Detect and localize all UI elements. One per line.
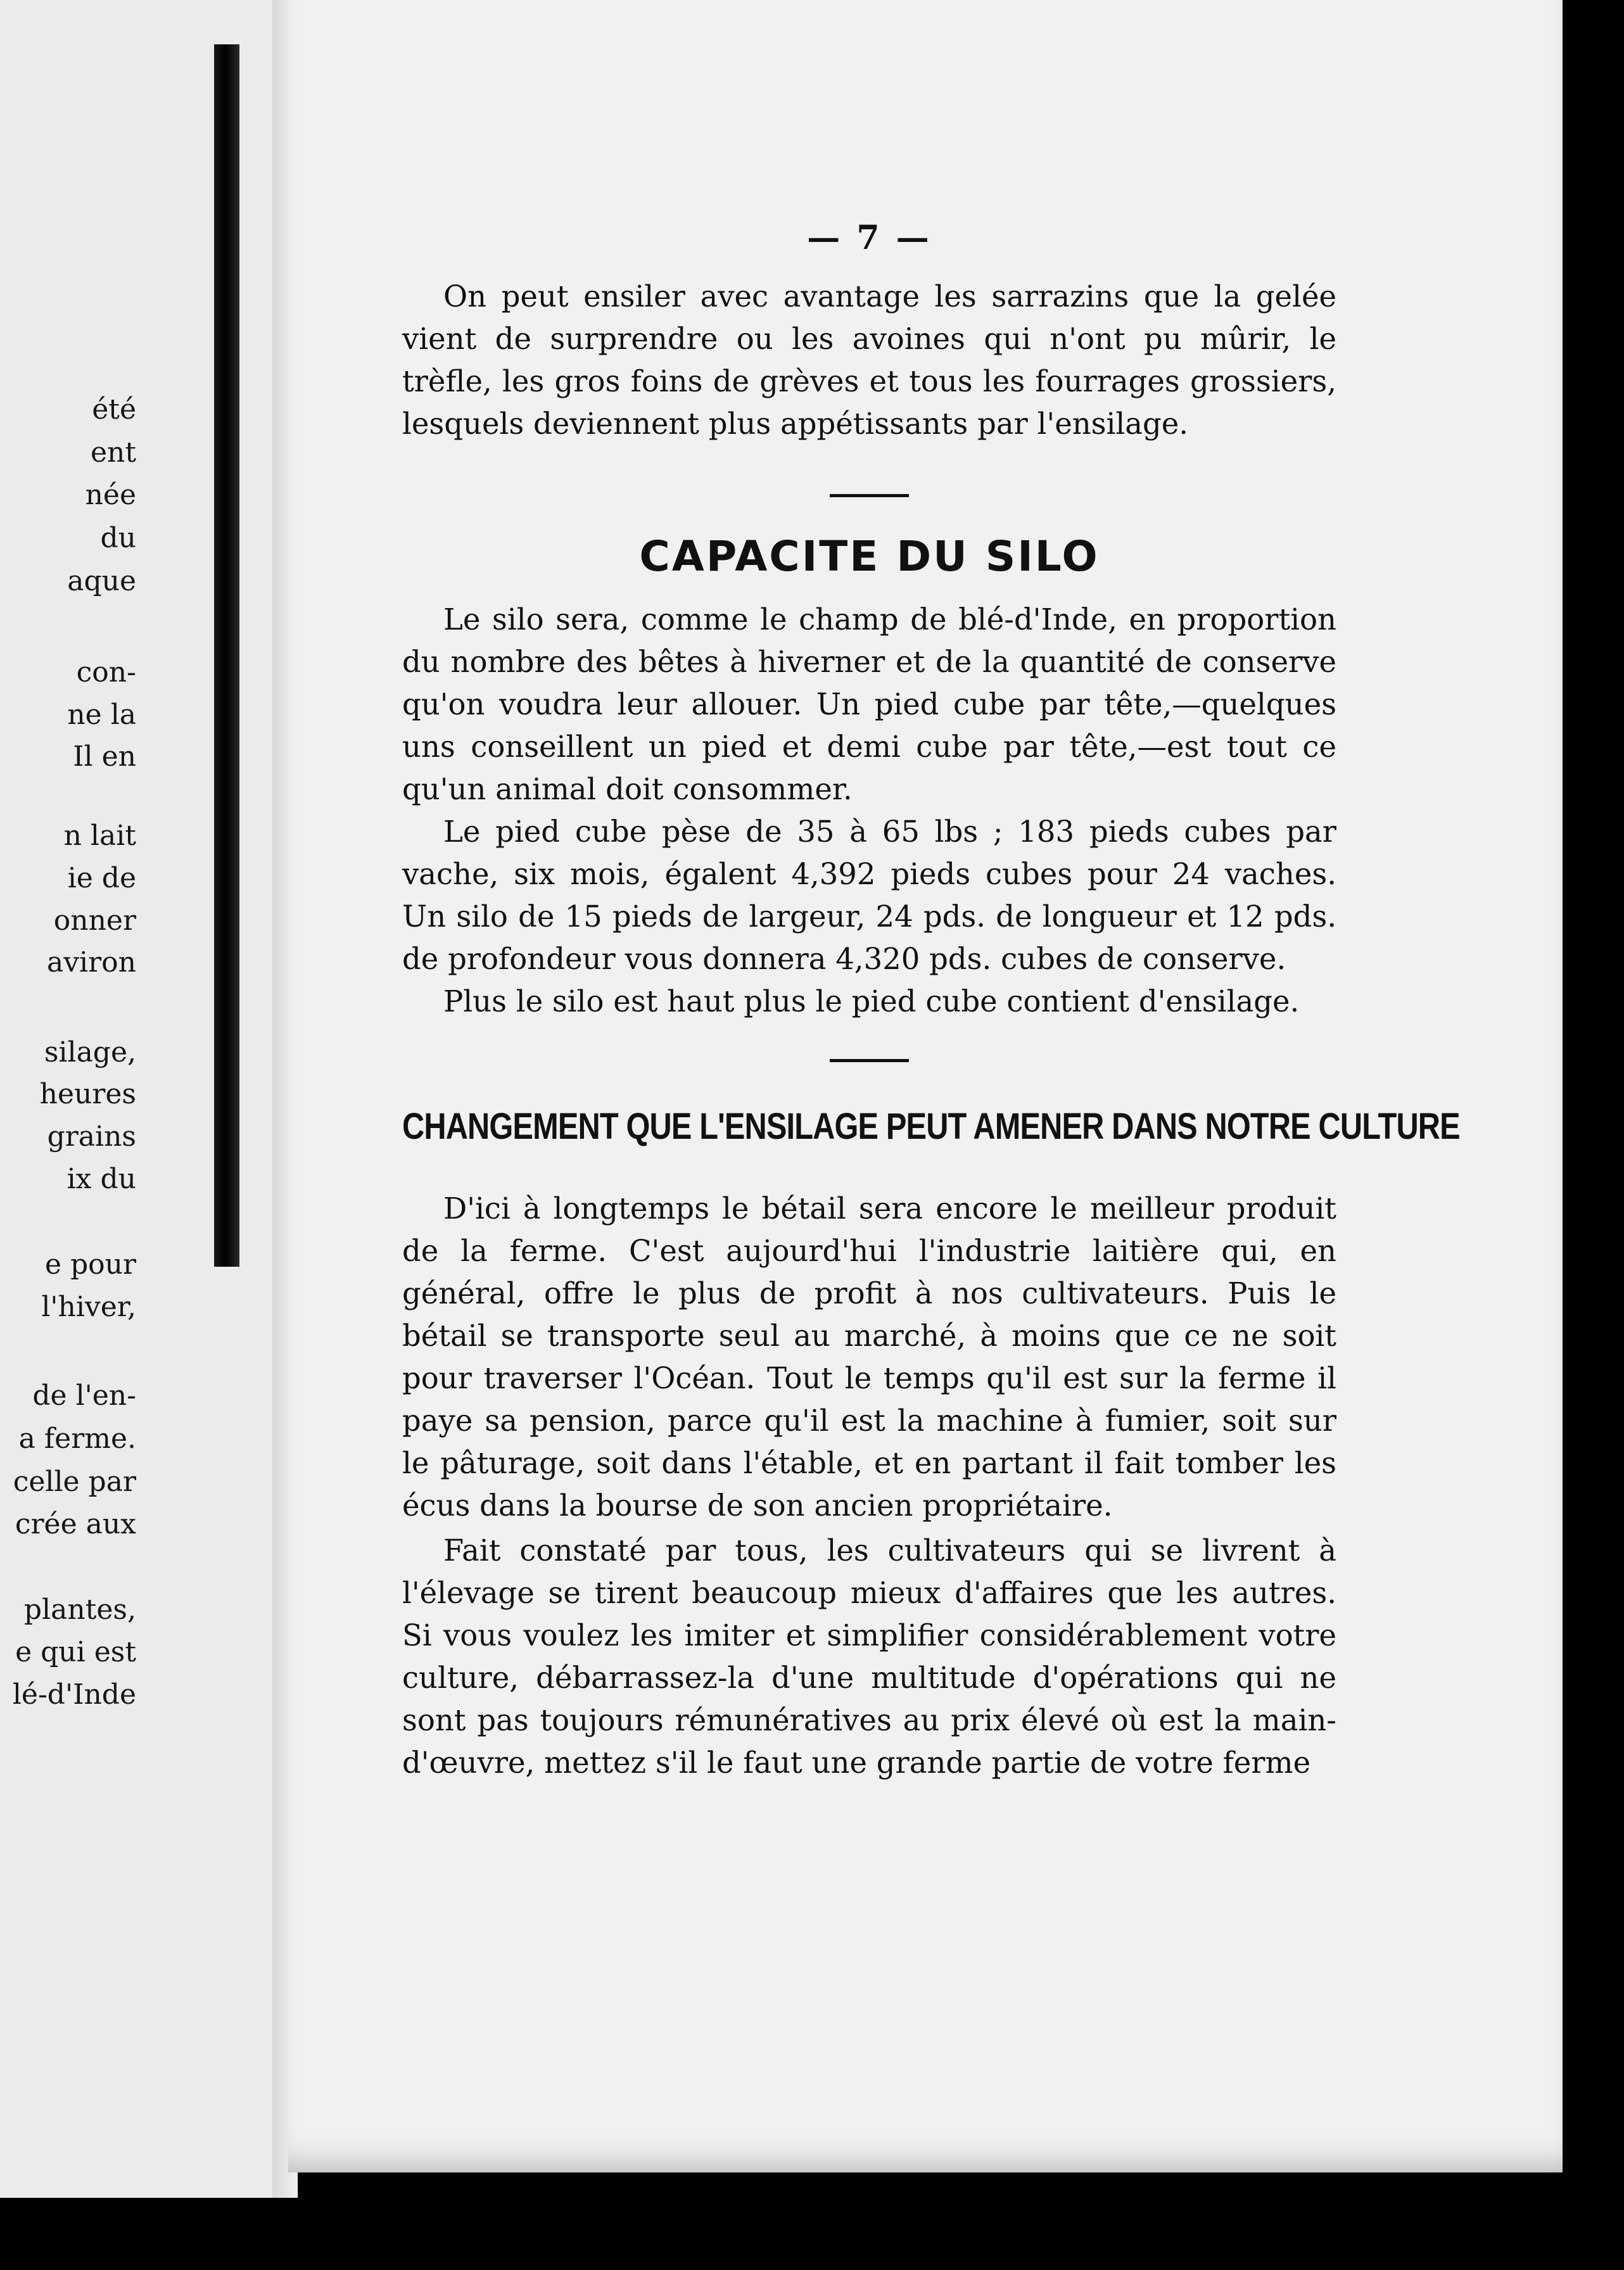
previous-page-fragment: été: [92, 393, 136, 426]
previous-page-fragment: e qui est: [15, 1636, 136, 1668]
previous-page-fragment: crée aux: [15, 1508, 136, 1540]
previous-page-fragment: e pour: [44, 1248, 136, 1281]
change-paragraph-1: D'ici à longtemps le bétail sera encore le meilleur produit de la ferme. C'est aujourd'hui l'industrie laitière qui, en général, offre le plus de profit à nos cultivateurs. Puis le bétail se transporte seul au marché, à moins que ce ne soit pour traverser l'Océan. Tout le temps qu'il est sur la ferme il paye sa pension, parce qu'il est la machine à fumier, soit sur le pâturage, soit dans l'étable, et en partant il fait tomber les écus dans la bourse de son ancien propriétaire.: [402, 1191, 1336, 1523]
intro-paragraph: On peut ensiler avec avantage les sarrazins que la gelée vient de surprendre ou les avoines qui n'ont pu mûrir, le trèfle, les gros foins de grèves et tous les fourrages grossiers, lesquels deviennent plus appétissants par l'ensilage.: [402, 279, 1336, 441]
change-paragraph-2: Fait constaté par tous, les cultivateurs qui se livrent à l'élevage se tirent beaucoup mieux d'affaires que les autres. Si vous voulez les imiter et simplifier considérablement votre culture, débarrassez-la d'une multitude d'opérations qui ne sont pas toujours rémunératives au prix élevé où est la main-d'œuvre, mettez s'il le faut une grande partie de votre ferme: [402, 1533, 1336, 1780]
section-divider: [830, 1059, 909, 1062]
previous-page-text: [0, 0, 288, 2270]
previous-page-edge: [0, 0, 288, 2270]
capacity-paragraph-1: Le silo sera, comme le champ de blé-d'Inde, en proportion du nombre des bêtes à hiverner et de la quantité de conserve qu'on voudra leur allouer. Un pied cube par tête,—quelques uns conseillent un pied et demi cube par tête,—est tout ce qu'un animal doit consommer.: [402, 602, 1336, 806]
previous-page-fragment: lé-d'Inde: [12, 1678, 136, 1711]
previous-page-fragment: a ferme.: [18, 1423, 136, 1455]
previous-page-fragment: ie de: [67, 862, 136, 894]
previous-page-fragment: l'hiver,: [41, 1291, 136, 1323]
binding-spine: [214, 44, 239, 1267]
previous-page-fragment: de l'en-: [32, 1379, 136, 1412]
previous-page-fragment: ent: [90, 436, 136, 469]
previous-page-fragment: celle par: [13, 1466, 136, 1498]
previous-page-fragment: née: [85, 479, 136, 511]
section-title-change: CHANGEMENT QUE L'ENSILAGE PEUT AMENER DANS NOTRE CULTURE: [402, 1106, 1460, 1147]
previous-page-fragment: onner: [53, 904, 136, 937]
previous-page-fragment: du: [100, 522, 136, 554]
previous-page-fragment: aque: [67, 565, 136, 597]
previous-page-fragment: aviron: [46, 946, 136, 979]
previous-page-fragment: con-: [76, 656, 136, 688]
previous-page-fragment: heures: [39, 1078, 136, 1110]
previous-page-fragment: Il en: [73, 740, 136, 773]
previous-page-fragment: n lait: [63, 820, 136, 852]
scan-border-bottom: [0, 2198, 1624, 2270]
section-title-capacity: CAPACITE DU SILO: [639, 532, 1100, 581]
previous-page-fragment: ix du: [67, 1163, 136, 1195]
previous-page-fragment: grains: [47, 1120, 136, 1153]
previous-page-fragment: ne la: [67, 699, 136, 731]
capacity-paragraph-3: Plus le silo est haut plus le pied cube contient d'ensilage.: [443, 984, 1300, 1018]
previous-page-fragment: plantes,: [23, 1594, 136, 1626]
page-number: — 7 —: [807, 219, 932, 257]
section-divider: [830, 494, 909, 497]
capacity-paragraph-2: Le pied cube pèse de 35 à 65 lbs ; 183 pieds cubes par vache, six mois, égalent 4,392 pieds cubes pour 24 vaches. Un silo de 15 pieds de largeur, 24 pds. de longueur et 12 pds. de profondeur vous donnera 4,320 pds. cubes de conserve.: [402, 815, 1336, 976]
document-page: [288, 0, 1563, 2172]
previous-page-fragment: silage,: [44, 1036, 136, 1068]
scan-border-right: [1563, 0, 1624, 2270]
